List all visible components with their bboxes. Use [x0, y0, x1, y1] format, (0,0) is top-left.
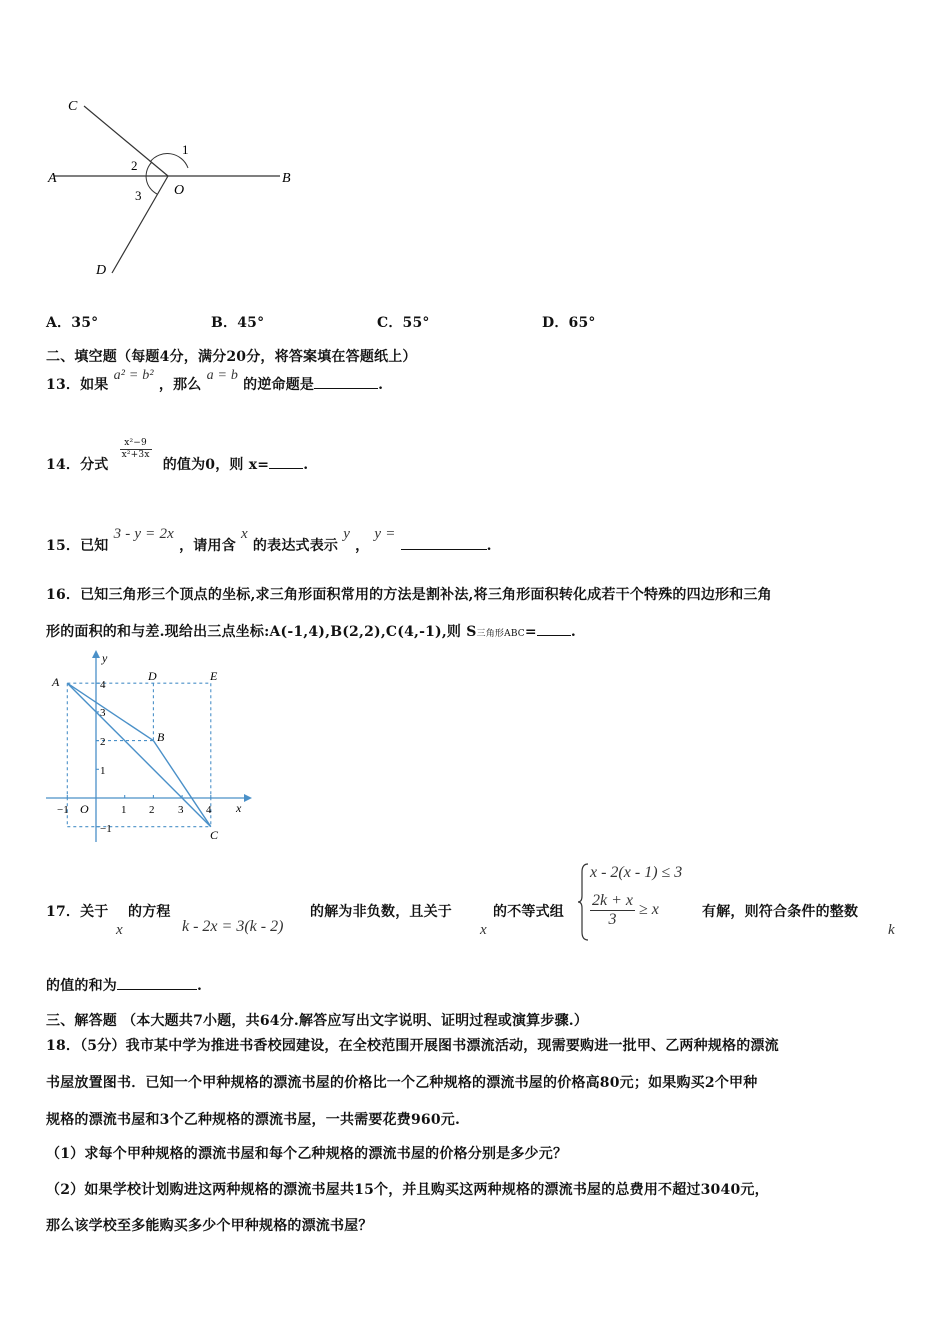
question-17-p3: 的解为非负数，且关于 [310, 904, 452, 920]
tick-x-2: 2 [149, 804, 155, 816]
tick-y-2: 2 [100, 736, 106, 748]
tick-x-1: 1 [121, 804, 127, 816]
question-17-p4: 的不等式组 [493, 904, 564, 920]
section2-header: 二、填空题（每题4分，满分20分，将答案填在答题纸上） [46, 349, 417, 365]
label-angle-1: 1 [182, 142, 189, 157]
tick-y-1: 1 [100, 765, 106, 777]
label-angle-3: 3 [135, 188, 142, 203]
question-18-line1: 18．（5分）我市某中学为推进书香校园建设，在全校范围开展图书漂流活动，现需要购进一批甲、乙两种规格的漂流 [46, 1038, 779, 1054]
angle-arc-23 [146, 162, 157, 194]
question-14: 14．分式 $\frac{\text{x²−9}}{\text{x²+3x}}$ 的值为0，则 x= . [46, 437, 309, 473]
question-13: 13．如果 a² = b² ，那么 a = b 的逆命题是 . [46, 368, 384, 393]
origin-label: O [80, 802, 89, 816]
point-a-label: A [52, 675, 60, 689]
question-18-part1: （1）求每个甲种规格的漂流书屋和每个乙种规格的漂流书屋的价格分别是多少元？ [46, 1146, 568, 1162]
point-d-label: D [148, 669, 157, 683]
label-b: B [282, 171, 291, 186]
label-d: D [96, 263, 107, 278]
question-17-p5: 有解，则符合条件的整数 [702, 904, 859, 920]
label-o: O [174, 183, 185, 198]
q17-inequality-1: x - 2(x - 1) ≤ 3 [590, 864, 683, 881]
answer-blank-14[interactable] [269, 454, 303, 469]
question-18-line3: 规格的漂流书屋和3个乙种规格的漂流书屋，一共需要花费960元. [46, 1112, 461, 1128]
point-e-label: E [210, 669, 218, 683]
answer-blank-15[interactable] [401, 535, 487, 550]
q12-option-c[interactable]: C．55° [377, 315, 430, 331]
answer-blank-13[interactable] [314, 374, 378, 389]
q17-var-x1: x [116, 922, 123, 938]
tick-x-4: 4 [206, 804, 212, 816]
question-18-line2: 书屋放置图书．已知一个甲种规格的漂流书屋的价格比一个乙种规格的漂流书屋的价格高80元；如果购买2个甲种 [46, 1075, 758, 1091]
label-angle-2: 2 [131, 158, 138, 173]
fraction-14: $\frac{\text{x²−9}}{\text{x²+3x}}$ [121, 437, 150, 460]
question-17-line2: 的值的和为 . [46, 975, 202, 995]
q17-var-x2: x [480, 922, 487, 938]
triangle-side-ab [67, 683, 153, 740]
x-axis-label: x [236, 801, 242, 815]
question-17: 17．关于 [46, 904, 109, 920]
tick-x-neg1: −1 [57, 804, 69, 816]
question-17-p2: 的方程 [128, 904, 171, 920]
question-16-line1: 16．已知三角形三个顶点的坐标,求三角形面积常用的方法是割补法,将三角形面积转化成若干个特殊的四边形和三角 [46, 587, 772, 603]
tick-x-3: 3 [178, 804, 184, 816]
question-16-line2: 形的面积的和与差.现给出三点坐标:A(-1,4),B(2,2),C(4,-1),则 S三角形ABC= . [46, 621, 576, 641]
tick-y-neg1: −1 [100, 823, 112, 835]
system-brace [578, 862, 590, 942]
coordinate-figure [40, 646, 255, 846]
answer-blank-16[interactable] [537, 621, 571, 636]
tick-y-4: 4 [100, 679, 106, 691]
x-axis-arrow [244, 794, 252, 802]
tick-y-3: 3 [100, 707, 106, 719]
label-c: C [68, 99, 78, 114]
ray-oc [84, 106, 168, 176]
q12-option-d[interactable]: D．65° [542, 315, 596, 331]
q12-option-b[interactable]: B．45° [211, 315, 265, 331]
section3-header: 三、解答题 （本大题共7小题，共64分.解答应写出文字说明、证明过程或演算步骤.） [46, 1013, 589, 1029]
triangle-side-ac [67, 683, 211, 827]
question-15: 15．已知 3 - y = 2x ，请用含 x 的表达式表示 y ， y = . [46, 526, 492, 554]
point-c-label: C [210, 828, 219, 842]
question-18-part2-line1: （2）如果学校计划购进这两种规格的漂流书屋共15个，并且购买这两种规格的漂流书屋的总费用不超过3040元， [46, 1182, 769, 1198]
angle-figure [40, 90, 310, 290]
q17-inequality-2: $\frac{2k + x}{3}$ ≥ x [592, 892, 659, 928]
y-axis-label: y [102, 651, 108, 665]
question-18-part2-line2: 那么该学校至多能购买多少个甲种规格的漂流书屋？ [46, 1218, 373, 1234]
point-b-label: B [157, 730, 165, 744]
q17-equation: k - 2x = 3(k - 2) [182, 918, 284, 935]
q17-var-k: k [888, 922, 895, 938]
y-axis-arrow [92, 650, 100, 658]
label-a: A [48, 171, 57, 186]
answer-blank-17[interactable] [117, 975, 197, 990]
q12-option-a[interactable]: A．35° [46, 315, 99, 331]
